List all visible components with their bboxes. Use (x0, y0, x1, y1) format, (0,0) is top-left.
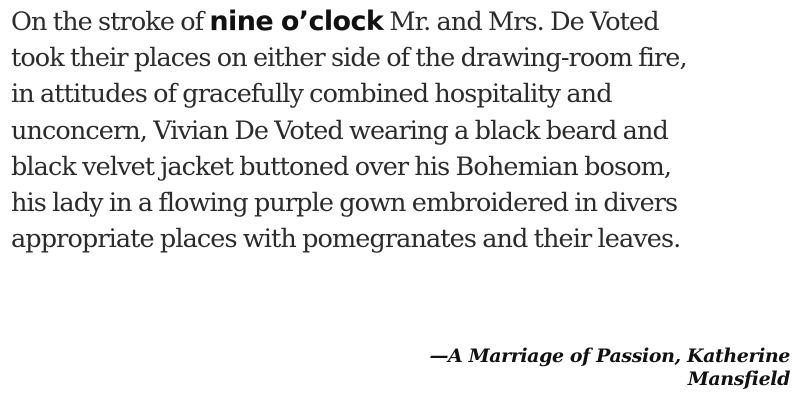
quote-attribution (429, 345, 790, 391)
passage-line-7: appropriate places with pomegranates and their leaves. (11, 224, 681, 255)
emphasized-time: nine o’clock (209, 6, 384, 37)
attribution-line-1: —A Marriage of Passion, Katherine (429, 345, 790, 367)
passage-line-2: took their places on either side of the drawing-room fire, (11, 43, 687, 74)
passage-line-3: in attitudes of gracefully combined hospitality and (11, 79, 612, 110)
passage-line-6: his lady in a flowing purple gown embroidered in divers (11, 188, 678, 219)
passage-line-5: black velvet jacket buttoned over his Bohemian bosom, (11, 151, 672, 182)
passage-line-1-end: Mr. and Mrs. De Voted (383, 7, 659, 37)
attribution-line-2: Mansfield (687, 368, 790, 390)
passage-line-4: unconcern, Vivian De Voted wearing a black beard and (11, 115, 668, 146)
passage-line-1-start: On the stroke of (11, 7, 210, 37)
quote-passage (11, 4, 795, 257)
passage-line-1 (11, 4, 795, 40)
